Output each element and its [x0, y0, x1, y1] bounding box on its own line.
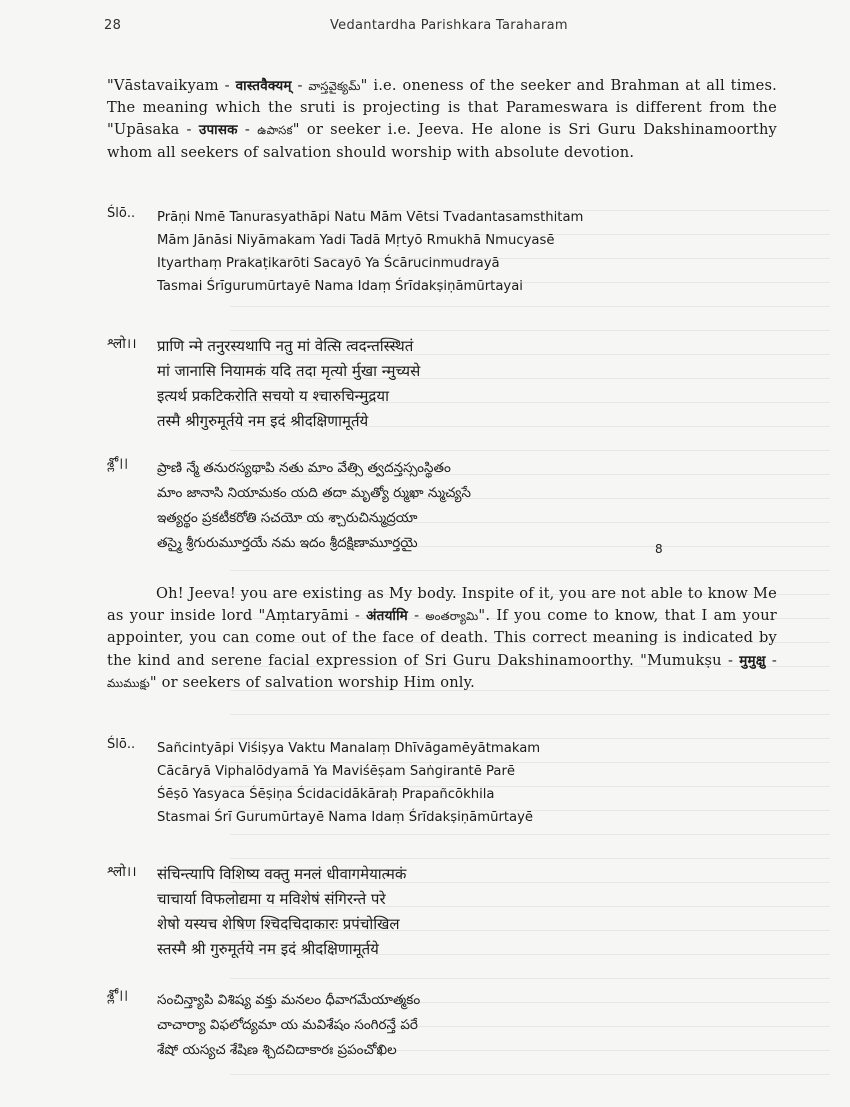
- verse2-devanagari-line: संचिन्त्यापि विशिष्य वक्तु मनलं धीवागमेयात्मकं: [157, 865, 407, 883]
- p2-text-1: Oh! Jeeva! you are existing as My body. Inspite of it, you are not able to know Me as your inside lord "Aṃtaryāmi -: [107, 585, 777, 625]
- verse2-roman-line: Sañcintyāpi Viśiṣya Vaktu Manalaṃ Dhīvāgamēyātmakam: [157, 741, 541, 756]
- p1-devanagari-2: उपासक: [198, 122, 238, 139]
- p2-text-3: ". If you come to know, that I am your appointer, you can come out of the face of death. This correct meaning is indicated by the kind and serene facial expression of Sri Guru Dakshinamoorthy. "Mumukṣu -: [107, 607, 777, 669]
- p2-telugu-1: అంతర్యామి: [425, 609, 479, 624]
- verse1-devanagari-line: तस्मै श्रीगुरुमूर्तये नम इदं श्रीदक्षिणामूर्तये: [157, 412, 369, 430]
- p1-text-3: " i.e. oneness of the seeker and Brahman at all times. The meaning which the sruti is projecting is that Parameswara is different from the "Upāsaka -: [107, 77, 778, 139]
- verse1-telugu-label: శ్లో।।: [107, 456, 129, 471]
- p1-text-1: "Vāstavaikyam -: [107, 77, 236, 94]
- verse2-roman-line: Stasmai Śrī Gurumūrtayē Nama Idaṃ Śrīdakṣiṇāmūrtayē: [157, 810, 534, 825]
- verse1-telugu-line: ఇత్యర్థం ప్రకటీకరోతి సచయో య శ్చారుచిన్ముద్రయా: [157, 510, 418, 526]
- verse2-roman-line: Cācāryā Viphalōdyamā Ya Maviśēṣam Saṅgirantē Parē: [157, 764, 516, 779]
- p1-devanagari-1: वास्तवैक्यम्: [235, 78, 292, 94]
- verse1-devanagari-line: इत्यर्थ प्रकटिकरोति सचयो य श्चारुचिन्मुद्रया: [157, 387, 389, 405]
- running-title: Vedantardha Parishkara Taraharam: [330, 18, 568, 33]
- p2-text-5: " or seekers of salvation worship Him only.: [149, 673, 476, 691]
- p1-telugu-1: వాస్తవైక్యమ్: [308, 79, 361, 93]
- verse2-telugu-line: చాచార్యా విఫలోద్యమా య మవిశేషం సంగిరన్తే పరే: [157, 1017, 418, 1033]
- p1-text-4: -: [237, 121, 258, 139]
- p1-text-5: " or seeker i.e. Jeeva. He alone is Sri Guru Dakshinamoorthy whom all seekers of salvation should worship with absolute devotion.: [107, 121, 777, 161]
- verse1-roman-label: Ślō..: [107, 206, 136, 221]
- verse2-roman-line: Śēṣō Yasyaca Śēṣiṇa Ścidacidākāraḥ Prapañcōkhila: [157, 787, 495, 802]
- p2-devanagari-2: मुमुक्षु: [739, 652, 766, 669]
- p2-devanagari-1: अंतर्यामि: [366, 608, 408, 625]
- verse2-telugu-line: సంచిన్త్యాపి విశిష్య వక్తు మనలం ధీవాగమేయాత్మకం: [157, 992, 421, 1008]
- verse-number: 8: [655, 542, 663, 556]
- verse2-telugu-label: శ్లో।।: [107, 988, 129, 1003]
- p1-text-2: -: [291, 77, 309, 94]
- verse2-devanagari-line: स्तस्मै श्री गुरुमूर्तये नम इदं श्रीदक्षिणामूर्तये: [157, 940, 379, 958]
- verse2-telugu-line: శేషో యస్యచ శేషిణ శ్చిదచిదాకారః ప్రపంచోఖిల: [157, 1042, 397, 1058]
- verse1-roman-line: Ityarthaṃ Prakaṭikarōti Sacayō Ya Ścārucinmudrayā: [157, 256, 500, 271]
- verse2-devanagari-label: श्लो।।: [107, 864, 137, 880]
- verse2-roman-label: Ślō..: [107, 737, 136, 752]
- verse2-devanagari-line: शेषो यस्यच शेषिण श्चिदचिदाकारः प्रपंचोखिल: [157, 915, 400, 933]
- page-number: 28: [104, 18, 122, 33]
- page-header: [104, 18, 790, 38]
- paragraph-2: [107, 583, 777, 694]
- p2-text-4: -: [765, 651, 777, 669]
- verse1-telugu-line: మాం జానాసి నియామకం యది తదా మృత్యో ర్ముఖా న్ముచ్యసే: [157, 485, 471, 501]
- verse1-roman-line: Prāṇi Nmē Tanurasyathāpi Natu Mām Vētsi Tvadantasamsthitam: [157, 210, 584, 225]
- verse1-devanagari-line: प्राणि न्मे तनुरस्यथापि नतु मां वेत्सि त्वदन्तस्स्थितं: [157, 337, 414, 355]
- verse1-roman-line: Mām Jānāsi Niyāmakam Yadi Tadā Mṛtyō Rmukhā Nmucyasē: [157, 233, 555, 248]
- verse1-devanagari-line: मां जानासि नियामकं यदि तदा मृत्यो र्मुखा न्मुच्यसे: [157, 362, 421, 380]
- verse2-devanagari-line: चाचार्या विफलोद्यमा य मविशेषं संगिरन्ते परे: [157, 890, 386, 908]
- verse1-roman-line: Tasmai Śrīgurumūrtayē Nama Idaṃ Śrīdakṣiṇāmūrtayai: [157, 279, 523, 294]
- verse1-devanagari-label: श्लो।।: [107, 336, 137, 352]
- paragraph-1: [107, 75, 777, 164]
- verse1-telugu-line: తస్మై శ్రీగురుమూర్తయే నమ ఇదం శ్రీదక్షిణామూర్తయై: [157, 535, 418, 551]
- p2-telugu-2: ముముక్షు: [107, 675, 150, 690]
- p2-text-2: -: [407, 607, 426, 625]
- p1-telugu-2: ఉపాసక: [257, 123, 293, 138]
- verse1-telugu-line: ప్రాణి న్మే తనురస్యథాపి నతు మాం వేత్సి త్వదన్తస్సంస్థితం: [157, 460, 451, 476]
